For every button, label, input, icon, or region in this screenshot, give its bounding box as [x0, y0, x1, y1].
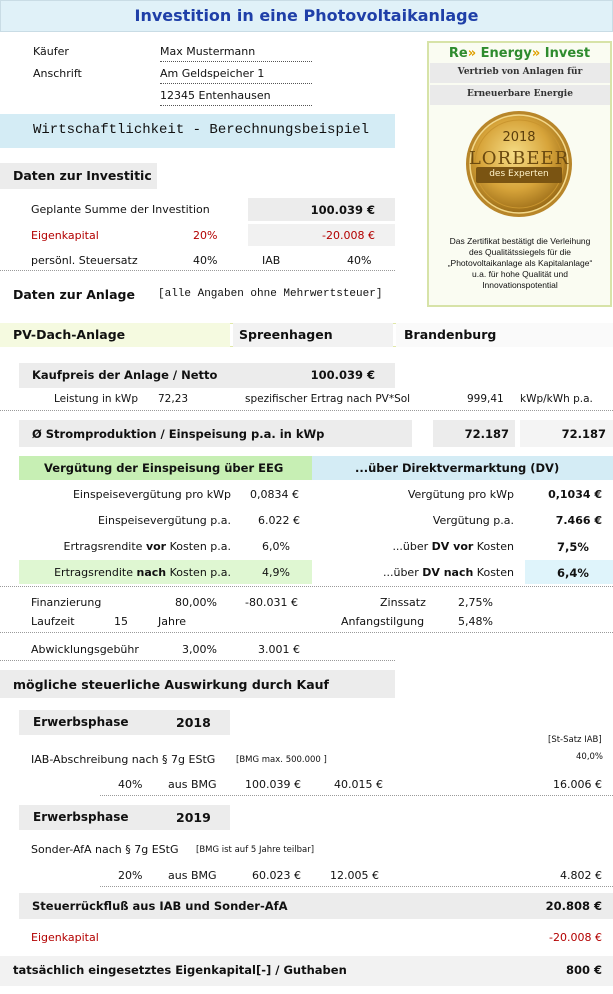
anlage-heading: Daten zur Anlage: [13, 287, 135, 302]
investment-eigenkapital-value: -20.008 €: [322, 229, 375, 242]
dv-row-3-value: 7,5%: [557, 540, 589, 554]
afa-pct: 20%: [118, 869, 143, 882]
brand-part3: Invest: [544, 46, 591, 61]
eeg-row-3-label: [19, 540, 231, 553]
investment-eigenkapital-pct: 20%: [193, 229, 218, 242]
investment-eigenkapital-label: Eigenkapital: [31, 229, 99, 242]
laufzeit-unit: Jahre: [158, 615, 187, 628]
eeg-row-3-label-bold: vor: [145, 540, 167, 553]
eeg-row-3-label-pre: Ertragsrendite: [63, 540, 146, 553]
zins-value: 2,75%: [458, 596, 493, 609]
abw-label: Abwicklungsgebühr: [31, 643, 139, 656]
investment-divider: [0, 270, 395, 271]
anlage-note: [alle Angaben ohne Mehrwertsteuer]: [158, 288, 383, 300]
final-label: tatsächlich eingesetztes Eigenkapital[-] / Guthaben: [13, 963, 347, 977]
cert-text-2: des Qualitätssiegels für die: [468, 247, 572, 257]
tilgung-label: Anfangstilgung: [341, 615, 425, 628]
dv-row-4-label: [312, 566, 514, 579]
afa-aus: aus BMG: [168, 869, 217, 882]
kaufpreis-value: 100.039 €: [310, 368, 375, 382]
investment-summe-label: Geplante Summe der Investition: [31, 203, 210, 216]
brand-part1: Re: [448, 46, 468, 61]
page-title: Investition in eine Photovoltaikanlage: [134, 6, 479, 25]
anlage-land: Brandenburg: [404, 327, 497, 342]
laufzeit-value: 15: [114, 615, 128, 628]
seal-title: LORBEER: [468, 148, 570, 169]
eeg-row-1-label: Einspeisevergütung pro kWp: [72, 488, 231, 501]
iab-pct: 40%: [118, 778, 143, 791]
kaeufer-label: Käufer: [33, 45, 69, 58]
investment-heading: Daten zur Investitic: [13, 168, 152, 183]
eeg-heading: Vergütung der Einspeisung über EEG: [44, 461, 284, 475]
brand-part2: Energy: [480, 46, 532, 61]
iab-divider: [100, 795, 613, 796]
investment-iab-label: IAB: [262, 254, 281, 267]
brand-sep-1: »: [467, 46, 477, 61]
brand-sep-2: »: [531, 46, 541, 61]
afa-divider: [100, 886, 613, 887]
afa-note: [BMG ist auf 5 Jahre teilbar]: [196, 845, 315, 855]
seal-year: 2018: [502, 130, 536, 145]
strom-label: Ø Stromproduktion / Einspeisung p.a. in kWp: [32, 427, 325, 441]
abw-value: 3.001 €: [258, 643, 300, 656]
eeg-row-4-value: 4,9%: [262, 566, 290, 579]
eeg-row-3-value: 6,0%: [262, 540, 290, 553]
abw-pct: 3,00%: [182, 643, 217, 656]
seal-subtitle: des Experten: [489, 169, 549, 179]
dv-row-2-label: Vergütung p.a.: [432, 514, 514, 527]
cert-text-4: u.a. für hohe Qualität und: [472, 269, 568, 279]
strom-value2: 72.187: [561, 427, 606, 441]
tilgung-value: 5,48%: [458, 615, 493, 628]
st-satz-value: 40,0%: [576, 752, 604, 762]
logo-tagline-1: Vertrieb von Anlagen für: [457, 67, 583, 77]
phase1-year: 2018: [176, 715, 211, 730]
dv-heading: ...über Direktvermarktung (DV): [355, 461, 560, 475]
rueckfluss-label: Steuerrückfluß aus IAB und Sonder-AfA: [32, 899, 288, 913]
dv-row-4-value: 6,4%: [557, 566, 589, 580]
cert-text-3: „Photovoltaikanlage als Kapitalanlage“: [447, 258, 593, 268]
iab-aus: aus BMG: [168, 778, 217, 791]
eeg-row-3-label-post: Kosten p.a.: [166, 540, 231, 553]
ertrag-unit: kWp/kWh p.a.: [520, 393, 593, 405]
leistung-value: 72,23: [158, 393, 189, 405]
eeg-row-2-label: Einspeisevergütung p.a.: [97, 514, 231, 527]
zins-label: Zinssatz: [380, 596, 426, 609]
dv-row-3-label-bold: DV vor: [431, 540, 474, 553]
investment-steuer-pct: 40%: [193, 254, 218, 267]
iab-result: 16.006 €: [553, 778, 602, 791]
ertrag-value: 999,41: [467, 393, 504, 405]
afa-label: Sonder-AfA nach § 7g EStG: [31, 843, 179, 856]
dv-row-1-value: 0,1034 €: [548, 488, 602, 501]
anlage-ort: Spreenhagen: [239, 327, 333, 342]
iab-abschreibung-label: IAB-Abschreibung nach § 7g EStG: [31, 753, 216, 766]
anlage-type: PV-Dach-Anlage: [13, 327, 126, 342]
investment-summe-value: 100.039 €: [310, 203, 375, 217]
investment-steuer-label: persönl. Steuersatz: [31, 254, 138, 267]
dv-row-4-label-bold: DV nach: [422, 566, 474, 579]
ek-value: -20.008 €: [549, 931, 602, 944]
phase1-label: Erwerbsphase: [33, 715, 129, 729]
fin-label: Finanzierung: [31, 596, 102, 609]
ertrag-label: spezifischer Ertrag nach PV*Sol: [245, 393, 411, 405]
iab-amount: 40.015 €: [334, 778, 383, 791]
kaeufer-value: Max Mustermann: [160, 45, 312, 62]
cert-text-1: Das Zertifikat bestätigt die Verleihung: [449, 236, 591, 246]
afa-amount: 12.005 €: [330, 869, 379, 882]
ek-label: Eigenkapital: [31, 931, 99, 944]
logo-tagline-2: Erneuerbare Energie: [467, 89, 573, 99]
eeg-row-4-label-bold: nach: [136, 566, 167, 579]
kaufpreis-label: Kaufpreis der Anlage / Netto: [32, 368, 218, 382]
anschrift-line1: Am Geldspeicher 1: [160, 67, 312, 84]
anschrift-label: Anschrift: [33, 67, 82, 80]
fin-value: -80.031 €: [245, 596, 298, 609]
final-value: 800 €: [565, 963, 602, 977]
leistung-label: Leistung in kWp: [54, 393, 138, 405]
dv-row-3-label-post: Kosten: [473, 540, 514, 553]
phase2-year: 2019: [176, 810, 211, 825]
verguetung-divider: [0, 586, 613, 587]
iab-bmg: 100.039 €: [245, 778, 301, 791]
eeg-row-4-label: [19, 566, 231, 579]
dv-row-3-label: [312, 540, 514, 553]
dv-row-4-label-post: Kosten: [473, 566, 514, 579]
abw-divider: [0, 660, 395, 661]
strom-value1: 72.187: [464, 427, 509, 441]
anschrift-line2: 12345 Entenhausen: [160, 89, 312, 106]
phase2-label: Erwerbsphase: [33, 810, 129, 824]
laufzeit-label: Laufzeit: [31, 615, 75, 628]
afa-bmg: 60.023 €: [252, 869, 301, 882]
steuer-heading: mögliche steuerliche Auswirkung durch Kauf: [13, 677, 329, 692]
dv-row-2-value: 7.466 €: [555, 514, 602, 527]
brand-logo: [428, 46, 611, 61]
wirtschaftlichkeit-heading: Wirtschaftlichkeit - Berechnungsbeispiel: [33, 122, 370, 138]
cert-text-5: Innovationspotential: [482, 280, 558, 290]
st-satz-label: [St-Satz IAB]: [548, 735, 602, 745]
eeg-row-4-label-post: Kosten p.a.: [166, 566, 231, 579]
eeg-row-4-label-pre: Ertragsrendite: [54, 566, 137, 579]
dv-row-1-label: Vergütung pro kWp: [407, 488, 514, 501]
afa-result: 4.802 €: [560, 869, 602, 882]
fin-divider: [0, 632, 613, 633]
iab-abschreibung-note: [BMG max. 500.000 ]: [236, 755, 327, 765]
investment-iab-pct: 40%: [347, 254, 372, 267]
dv-row-3-label-pre: ...über: [392, 540, 432, 553]
dv-row-4-label-pre: ...über: [382, 566, 423, 579]
fin-pct: 80,00%: [175, 596, 217, 609]
eeg-row-1-value: 0,0834 €: [250, 488, 299, 501]
rueckfluss-value: 20.808 €: [545, 899, 602, 913]
eeg-row-2-value: 6.022 €: [258, 514, 300, 527]
leistung-divider: [0, 410, 613, 411]
